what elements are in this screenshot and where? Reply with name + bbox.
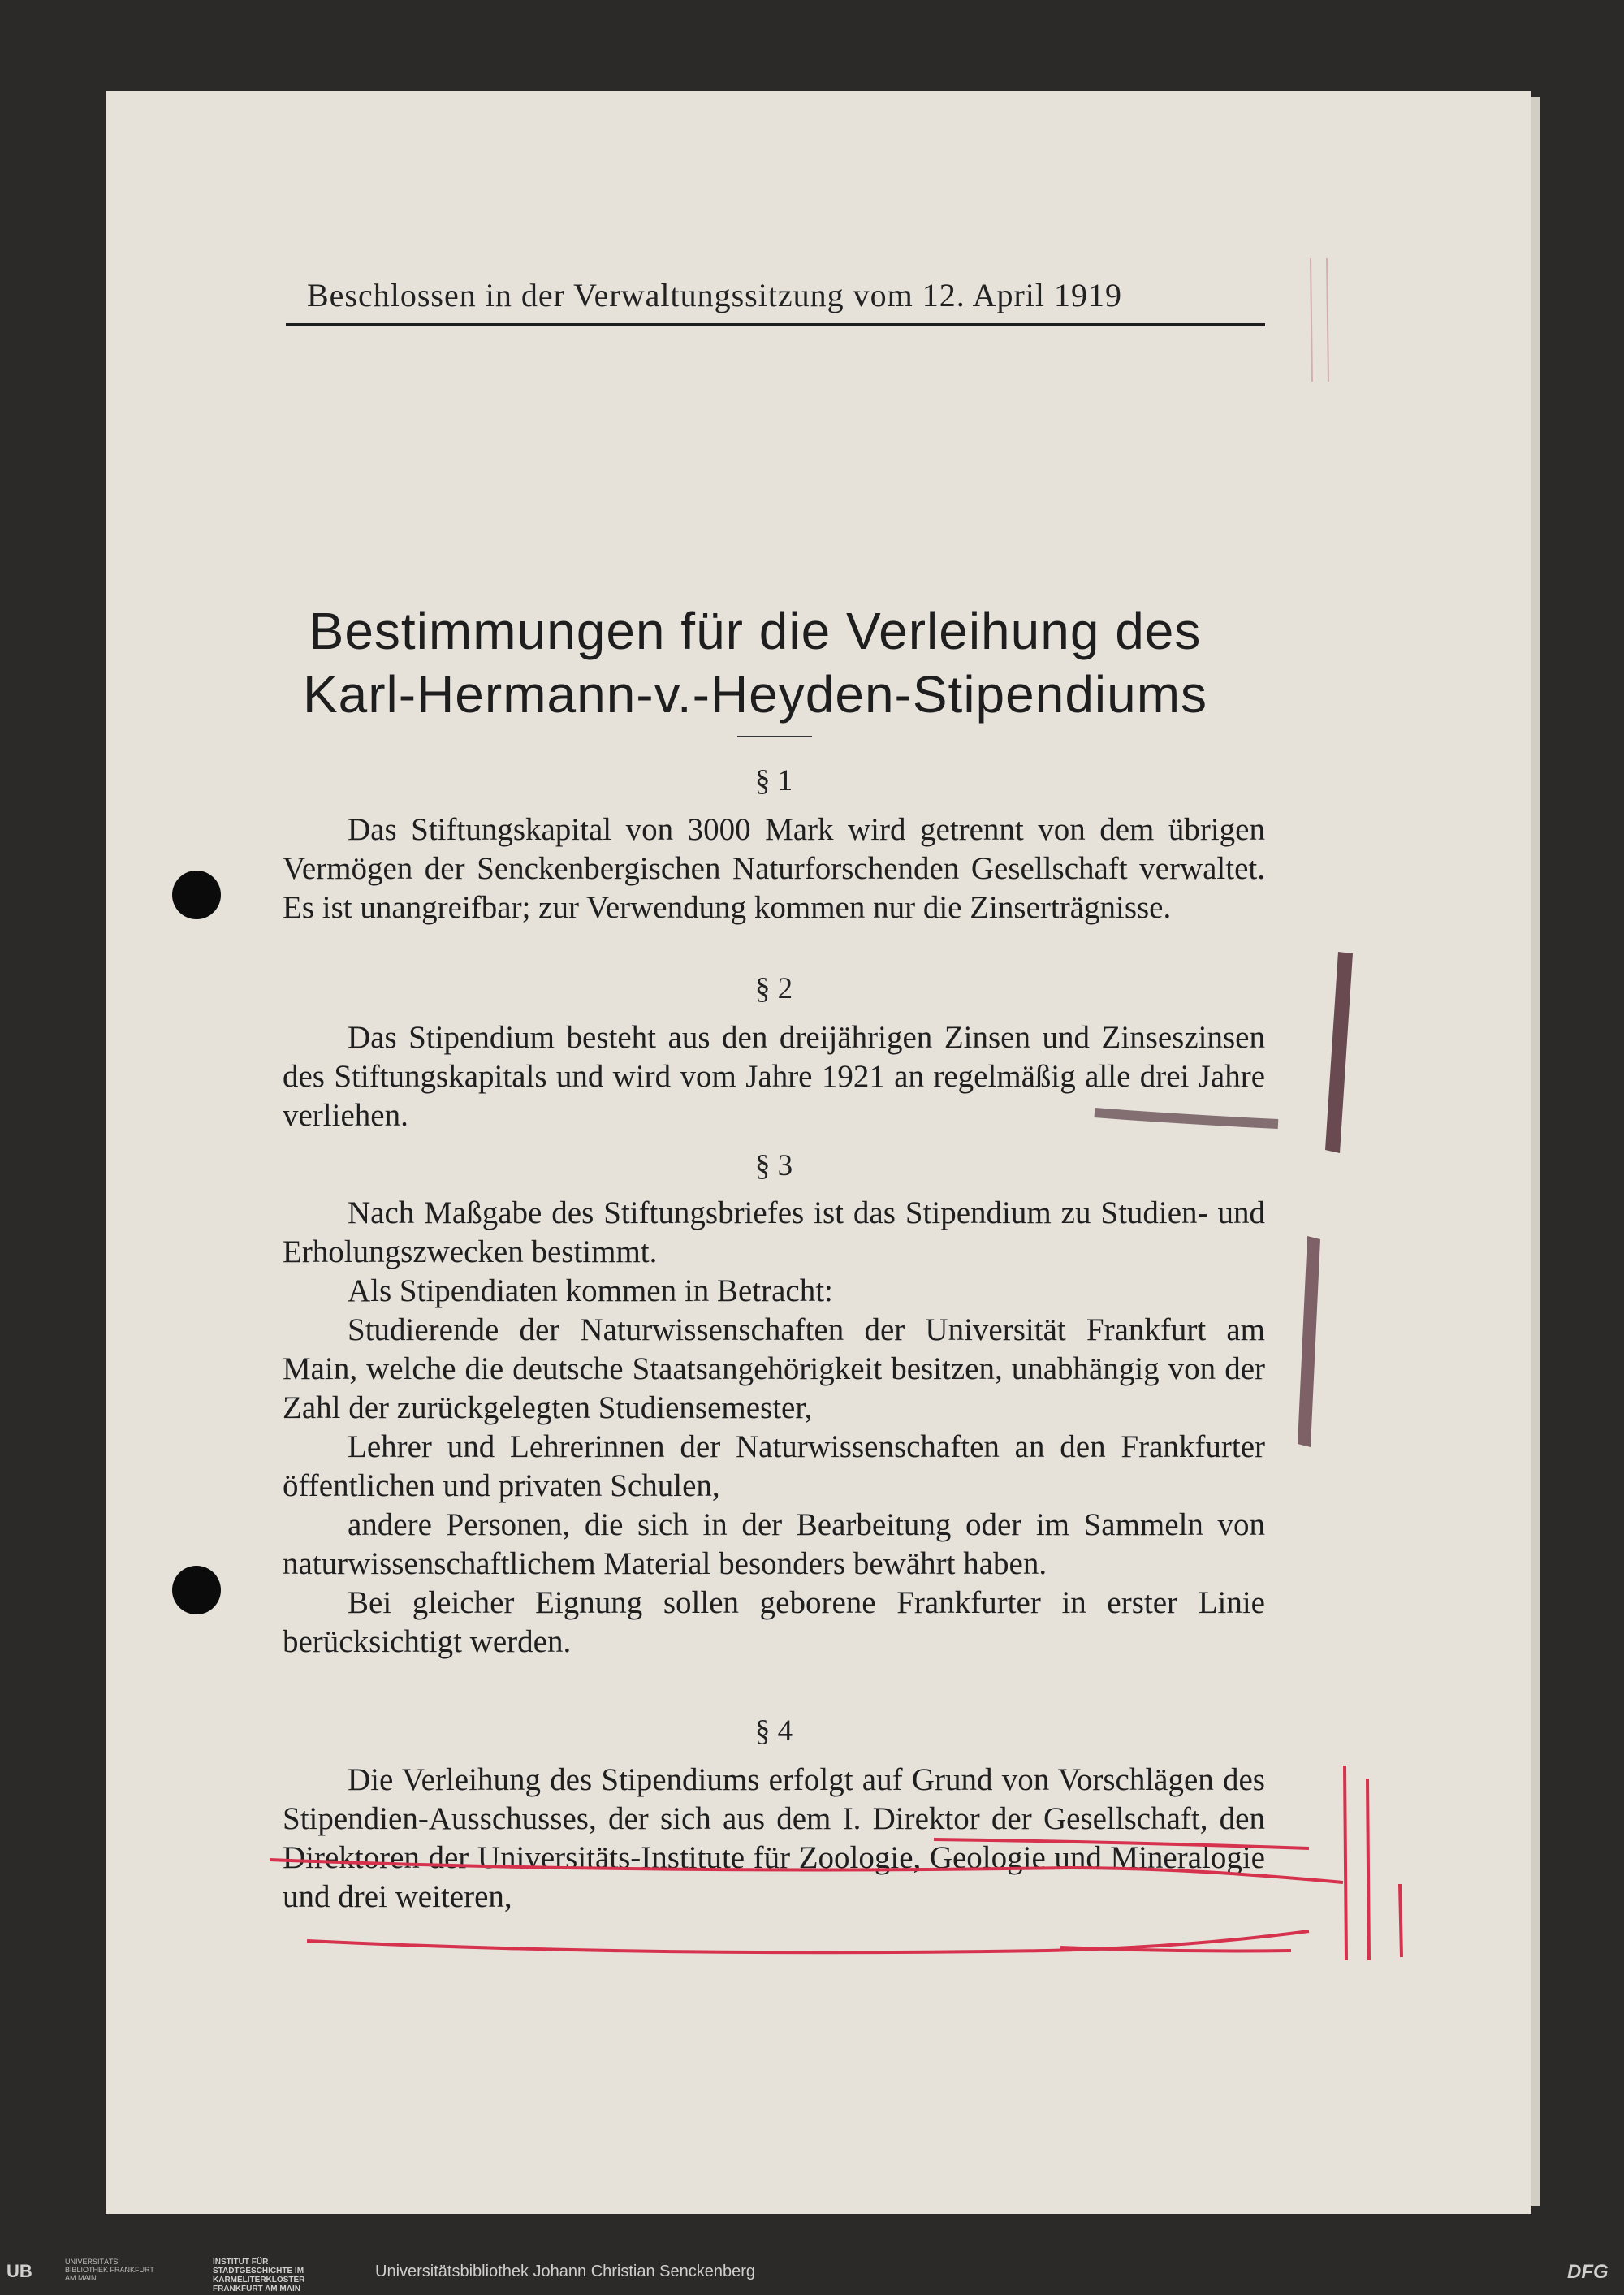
section-number-2: § 2 [754,972,793,1005]
red-margin-mark-1 [1345,1766,1346,1960]
ub-logo: UB [6,2261,32,2281]
section-4-paragraph: Die Verleihung des Stipendiums erfolgt auf Grund von Vorschlägen des Stipendien-Ausschusses, der sich aus dem I. Direktor der Gesellschaft, den Direktoren der Universitäts-Institute für Zoologie, Geologie und Mineralogie und drei weiteren, [283,1762,1265,1914]
section-2-paragraph: Das Stipendium besteht aus den dreijährigen Zinsen und Zinseszinsen des Stiftungskapitals und wird vom Jahre 1921 an regelmäßig alle drei Jahre verliehen. [283,1020,1265,1133]
library-name: Universitätsbibliothek Johann Christian Senckenberg [375,2263,756,2280]
red-margin-mark-3 [1400,1884,1402,1957]
title-line-2: Karl-Hermann-v.-Heyden-Stipendiums [302,665,1208,724]
faint-marks [1311,258,1328,382]
section-1-paragraph: Das Stiftungskapital von 3000 Mark wird getrennt von dem übrigen Vermögen der Senckenbergischen Naturforschenden Gesellschaft verwaltet. Es ist unangreifbar; zur Verwendung kommen nur die Zinserträgnisse. [283,812,1265,925]
title-line-1: Bestimmungen für die Verleihung des [309,602,1202,660]
institute-logo: INSTITUT FÜR STADTGESCHICHTE IM KARMELITERKLOSTER FRANKFURT AM MAIN [213,2258,305,2293]
pencil-underline-section-2 [1095,1113,1278,1124]
red-underline-1 [934,1839,1309,1848]
section-3-paragraph-1: Nach Maßgabe des Stiftungsbriefes ist das Stipendium zu Studien- und Erholungszwecken bestimmt. [283,1195,1265,1269]
red-margin-mark-2 [1367,1779,1369,1960]
red-underlines [270,1766,1402,1960]
section-number-1: § 1 [754,764,793,797]
section-3-paragraph-2: Als Stipendiaten kommen in Betracht: [348,1273,833,1308]
dfg-logo: DFG [1567,2261,1609,2283]
section-3-paragraph-6: Bei gleicher Eignung sollen geborene Frankfurter in erster Linie berücksichtigt werden. [283,1585,1265,1659]
section-3-paragraph-3: Studierende der Naturwissenschaften der Universität Frankfurt am Main, welche die deutsche Staatsangehörigkeit besitzen, unabhängig von der Zahl der zurückgelegten Studiensemester, [283,1312,1265,1425]
pencil-mark-section-2 [1325,952,1353,1153]
section-3-paragraph-5: andere Personen, die sich in der Bearbeitung oder im Sammeln von naturwissenschaftlichem Material besonders bewährt haben. [283,1507,1265,1581]
decision-header: Beschlossen in der Verwaltungssitzung vom 12. April 1919 [306,277,1123,313]
pencil-mark-section-3 [1298,1236,1320,1447]
section-3-paragraph-4: Lehrer und Lehrerinnen der Naturwissenschaften an den Frankfurter öffentlichen und privaten Schulen, [283,1429,1265,1503]
red-underline-2 [270,1860,1343,1882]
section-number-4: § 4 [754,1714,793,1748]
ub-logo-subtitle: UNIVERSITÄTS BIBLIOTHEK FRANKFURT AM MAIN [65,2258,154,2282]
section-number-3: § 3 [754,1149,793,1182]
